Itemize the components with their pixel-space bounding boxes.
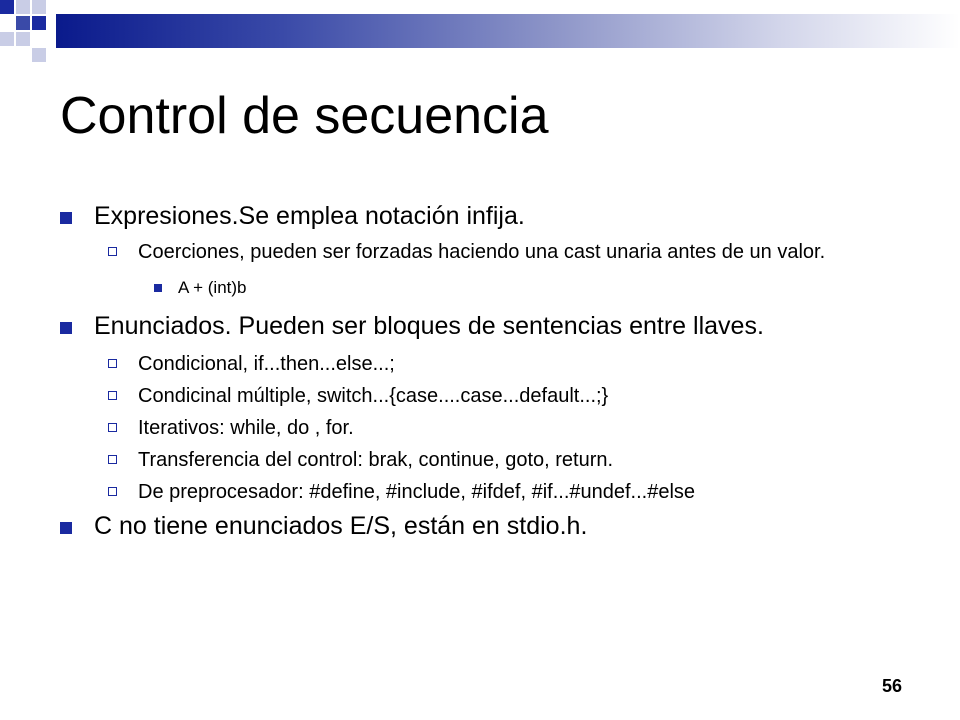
- header-square: [32, 0, 46, 14]
- header-square: [16, 32, 30, 46]
- bullet-item-level-2: [60, 418, 920, 438]
- bullet-text: Transferencia del control: brak, continue, goto, return.: [138, 449, 614, 471]
- bullet-item-level-1: [60, 312, 920, 340]
- bullet-text: De preprocesador: #define, #include, #ifdef, #if...#undef...#else: [138, 481, 696, 503]
- bullet-item-level-2: [60, 450, 920, 470]
- square-bullet-icon: [60, 322, 72, 334]
- bullet-item-level-2: [60, 242, 920, 262]
- slide-title: Control de secuencia: [60, 87, 549, 145]
- bullet-text: Condicional, if...then...else...;: [138, 353, 395, 375]
- header-square: [32, 48, 46, 62]
- bullet-item-level-2: [60, 482, 920, 502]
- bullet-text: Iterativos: while, do , for.: [138, 417, 354, 439]
- bullet-item-level-3: [60, 278, 920, 298]
- slide-content: [60, 202, 920, 540]
- header-gradient-bar: [56, 14, 960, 48]
- square-bullet-icon: [60, 212, 72, 224]
- bullet-text: A + (int)b: [178, 278, 247, 297]
- hollow-square-bullet-icon: [108, 487, 117, 496]
- square-bullet-icon: [60, 522, 72, 534]
- header-square: [0, 0, 14, 14]
- bullet-text: Expresiones.Se emplea notación infija.: [94, 202, 525, 230]
- hollow-square-bullet-icon: [108, 391, 117, 400]
- bullet-item-level-1: [60, 512, 920, 540]
- bullet-text: Coerciones, pueden ser forzadas haciendo una cast unaria antes de un valor.: [138, 241, 826, 263]
- hollow-square-bullet-icon: [108, 455, 117, 464]
- header-square: [16, 16, 30, 30]
- bullet-text: C no tiene enunciados E/S, están en stdio.h.: [94, 512, 588, 540]
- header-square: [16, 0, 30, 14]
- header-square: [0, 32, 14, 46]
- hollow-square-bullet-icon: [108, 247, 117, 256]
- bullet-item-level-1: [60, 202, 920, 230]
- bullet-text: Enunciados. Pueden ser bloques de sentencias entre llaves.: [94, 312, 764, 340]
- page-number: 56: [881, 676, 902, 696]
- hollow-square-bullet-icon: [108, 423, 117, 432]
- bullet-item-level-2: [60, 386, 920, 406]
- bullet-item-level-2: [60, 354, 920, 374]
- hollow-square-bullet-icon: [108, 359, 117, 368]
- header-square: [32, 16, 46, 30]
- small-square-bullet-icon: [154, 284, 162, 292]
- bullet-text: Condicinal múltiple, switch...{case....case...default...;}: [138, 385, 609, 407]
